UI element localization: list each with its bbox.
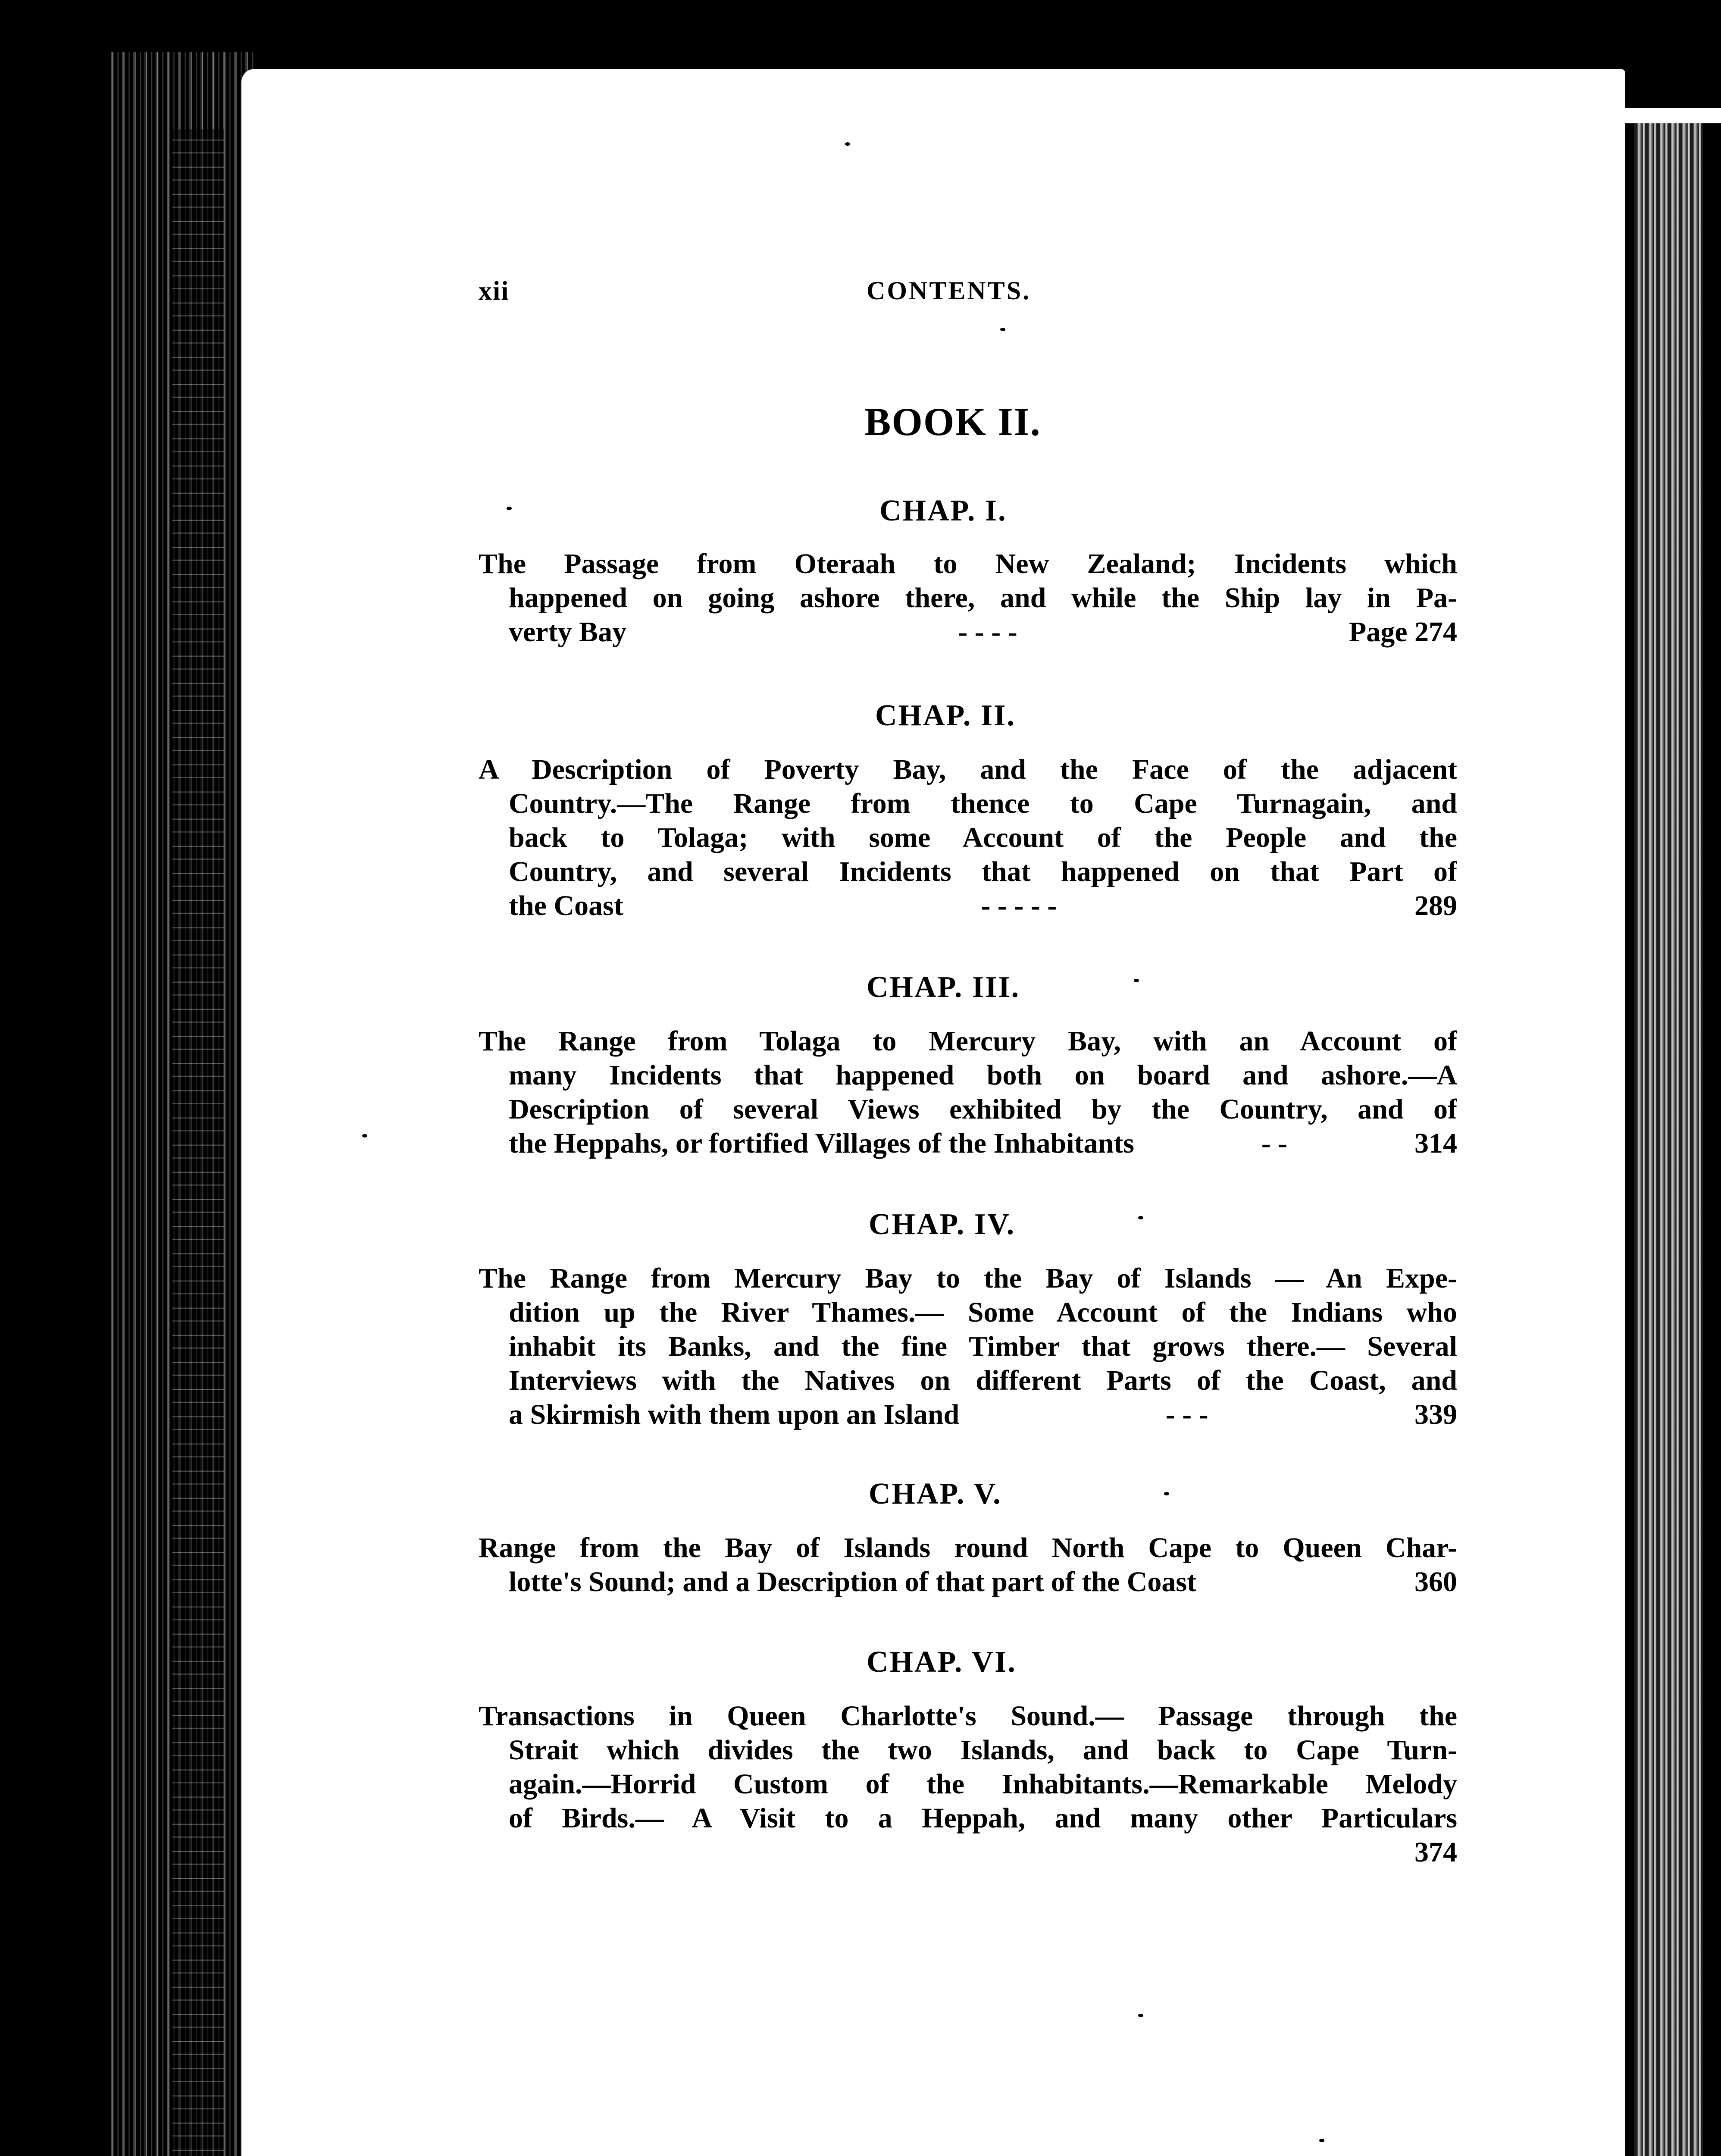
chapter-entry	[479, 1024, 1457, 1160]
entry-line: happened on going ashore there, and while the Ship lay in Pa-	[509, 582, 1457, 614]
page-reference: 314	[1414, 1128, 1457, 1159]
scan-speck	[1138, 2014, 1143, 2017]
scan-speck	[1164, 1492, 1169, 1495]
entry-line: Range from the Bay of Islands round North Cape to Queen Char-	[479, 1532, 1457, 1564]
entry-line-last	[479, 1565, 1457, 1599]
chapter-entry	[479, 1261, 1457, 1432]
chapter-entry	[479, 1699, 1457, 1869]
page-reference: 360	[1414, 1566, 1457, 1598]
chapter-entry	[479, 1531, 1457, 1599]
chapter-heading: CHAP. VI.	[867, 1645, 1017, 1679]
entry-line-last	[479, 1398, 1457, 1432]
page-folio: xii	[479, 276, 510, 306]
entry-line-last	[479, 889, 1457, 923]
running-header	[479, 276, 1470, 310]
entry-line: dition up the River Thames.— Some Account of the Indians who	[509, 1297, 1457, 1328]
leader-dashes: - - - -	[958, 616, 1017, 648]
entry-line-last	[479, 1126, 1457, 1160]
entry-line: of Birds.— A Visit to a Heppah, and many other Particulars	[509, 1802, 1457, 1834]
chapter-heading: CHAP. II.	[875, 699, 1016, 732]
entry-line: the Coast	[509, 890, 623, 921]
scan-speck	[1319, 2139, 1324, 2142]
page-reference: Page 274	[1349, 616, 1457, 648]
entry-line: a Skirmish with them upon an Island	[509, 1399, 960, 1430]
entry-line: Interviews with the Natives on different Parts of the Coast, and	[509, 1365, 1457, 1396]
scan-speck	[507, 507, 512, 510]
entry-line: A Description of Poverty Bay, and the Face of the adjacent	[479, 754, 1457, 785]
leader-dashes: - - -	[1165, 1399, 1208, 1430]
entry-line: many Incidents that happened both on board and ashore.—A	[509, 1059, 1457, 1091]
entry-line: Country, and several Incidents that happened on that Part of	[509, 856, 1457, 887]
entry-line-last	[479, 615, 1457, 649]
entry-line: The Range from Tolaga to Mercury Bay, with an Account of	[479, 1025, 1457, 1057]
entry-line: the Heppahs, or fortified Villages of the Inhabitants	[509, 1128, 1134, 1159]
page-reference: 289	[1414, 890, 1457, 921]
entry-line: inhabit its Banks, and the fine Timber that grows there.— Several	[509, 1331, 1457, 1362]
leader-dashes	[1196, 1565, 1414, 1599]
scan-speck	[1134, 979, 1139, 982]
scan-edge-right-strip	[1625, 108, 1721, 123]
page-reference: 339	[1414, 1399, 1457, 1430]
scan-edge-left-texture	[172, 129, 224, 2156]
chapter-heading: CHAP. IV.	[869, 1208, 1016, 1241]
entry-line: back to Tolaga; with some Account of the People and the	[509, 822, 1457, 853]
entry-line: The Range from Mercury Bay to the Bay of Islands — An Expe-	[479, 1263, 1457, 1294]
chapter-heading: CHAP. V.	[869, 1477, 1002, 1510]
scan-speck	[1138, 1216, 1143, 1219]
scan-speck	[845, 142, 850, 146]
entry-line: Transactions in Queen Charlotte's Sound.— Passage through the	[479, 1700, 1457, 1732]
scan-edge-right	[1634, 112, 1703, 2156]
leader-dashes: - - - - -	[981, 890, 1057, 921]
entry-line: lotte's Sound; and a Description of that part of the Coast	[509, 1566, 1197, 1598]
entry-line: Country.—The Range from thence to Cape Turnagain, and	[509, 788, 1457, 819]
chapter-heading: CHAP. I.	[879, 494, 1007, 527]
chapter-heading: CHAP. III.	[867, 971, 1020, 1004]
entry-line: again.—Horrid Custom of the Inhabitants.—Remarkable Melody	[509, 1768, 1457, 1800]
book-title: BOOK II.	[864, 400, 1041, 444]
running-title: CONTENTS.	[867, 276, 1031, 305]
scan-speck	[1000, 328, 1005, 331]
chapter-entry	[479, 752, 1457, 923]
entry-line: Description of several Views exhibited by the Country, and of	[509, 1094, 1457, 1125]
entry-line: Strait which divides the two Islands, and back to Cape Turn-	[509, 1734, 1457, 1766]
chapter-entry	[479, 547, 1457, 649]
entry-line: The Passage from Oteraah to New Zealand; Incidents which	[479, 548, 1457, 580]
leader-dashes: - -	[1261, 1128, 1288, 1159]
scan-speck	[362, 1134, 367, 1138]
page-reference: 374	[1414, 1836, 1457, 1868]
entry-line: verty Bay	[509, 616, 627, 648]
